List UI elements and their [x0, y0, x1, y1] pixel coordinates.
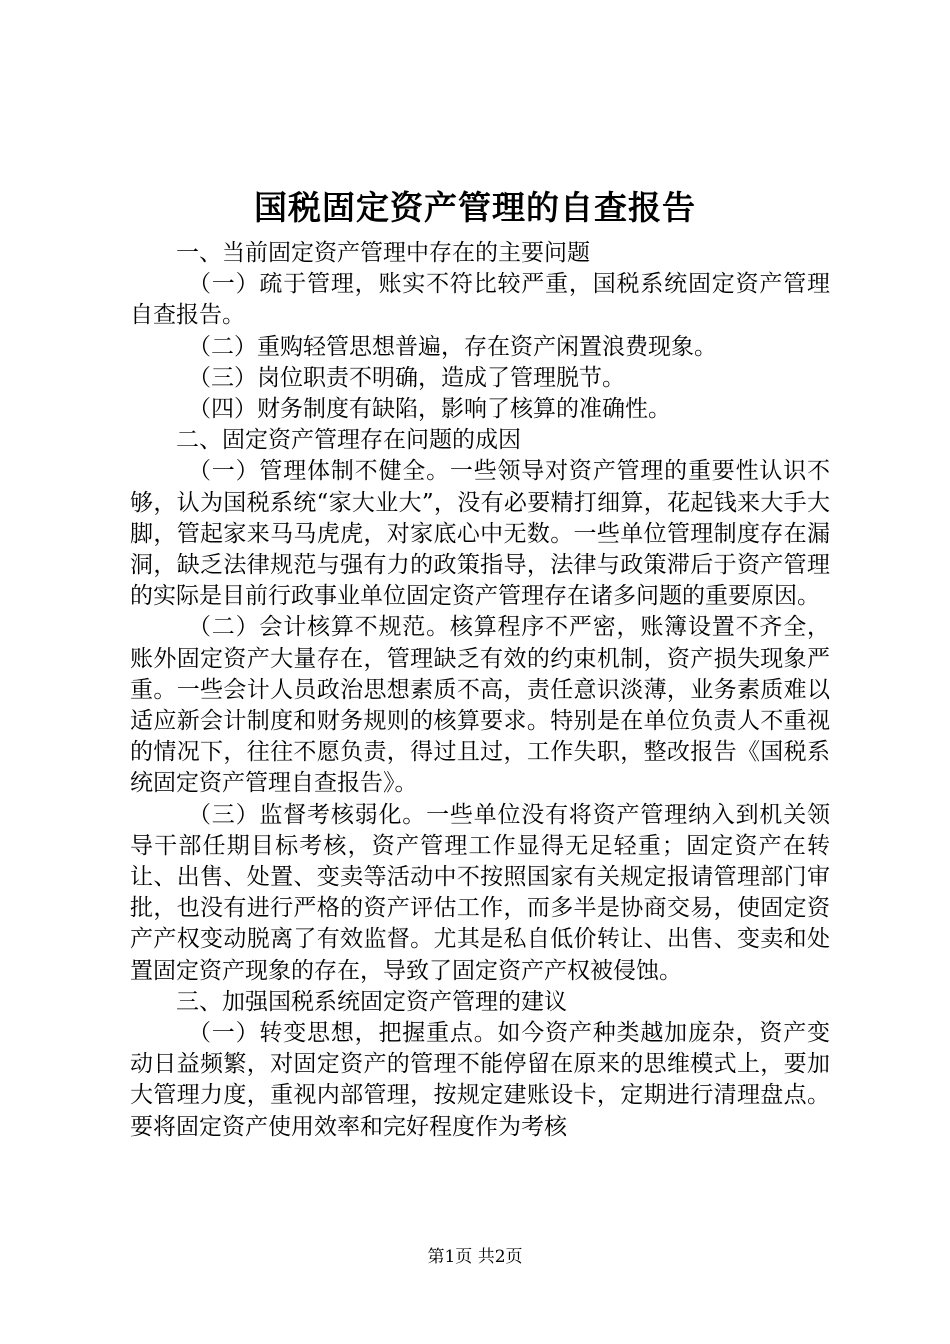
- paragraph-3-1: （一）转变思想，把握重点。如今资产种类越加庞杂，资产变动日益频繁，对固定资产的管理不能停留在原来的思维模式上，要加大管理力度，重视内部管理，按规定建账设卡，定期进行清理盘点。要将固定资产使用效率和完好程度作为考核: [130, 1020, 830, 1140]
- paragraph-1-4: （四）财务制度有缺陷，影响了核算的准确性。: [188, 396, 671, 423]
- paragraph-1-1: （一）疏于管理，账实不符比较严重，国税系统固定资产管理自查报告。: [130, 271, 830, 329]
- section-heading-3: 三、加强国税系统固定资产管理的建议: [176, 988, 567, 1015]
- paragraph-2-3: （三）监督考核弱化。一些单位没有将资产管理纳入到机关领导干部任期目标考核，资产管理工作显得无足轻重；固定资产在转让、出售、处置、变卖等活动中不按照国家有关规定报请管理部门审批，也没有进行严格的资产评估工作，而多半是协商交易，使固定资产产权变动脱离了有效监督。尤其是私自低价转让、出售、变卖和处置固定资产现象的存在，导致了固定资产产权被侵蚀。: [130, 801, 830, 984]
- paragraph-2-1: （一）管理体制不健全。一些领导对资产管理的重要性认识不够，认为国税系统“家大业大”，没有必要精打细算，花起钱来大手大脚，管起家来马马虎虎，对家底心中无数。一些单位管理制度存在漏洞，缺乏法律规范与强有力的政策指导，法律与政策滞后于资产管理的实际是目前行政事业单位固定资产管理存在诸多问题的重要原因。: [130, 458, 830, 610]
- paragraph-2-2: （二）会计核算不规范。核算程序不严密，账簿设置不齐全，账外固定资产大量存在，管理缺乏有效的约束机制，资产损失现象严重。一些会计人员政治思想素质不高，责任意识淡薄，业务素质难以适应新会计制度和财务规则的核算要求。特别是在单位负责人不重视的情况下，往往不愿负责，得过且过，工作失职，整改报告《国税系统固定资产管理自查报告》。: [130, 614, 830, 797]
- document-title: 国税固定资产管理的自查报告: [254, 188, 696, 227]
- document-body: [130, 238, 830, 1143]
- section-heading-1: 一、当前固定资产管理中存在的主要问题: [176, 240, 590, 266]
- page-number-footer: 第1页 共2页: [427, 1247, 523, 1267]
- paragraph-1-2: （二）重购轻管思想普遍，存在资产闲置浪费现象。: [188, 333, 717, 360]
- paragraph-1-3: （三）岗位职责不明确，造成了管理脱节。: [188, 364, 625, 391]
- section-heading-2: 二、固定资产管理存在问题的成因: [176, 427, 521, 454]
